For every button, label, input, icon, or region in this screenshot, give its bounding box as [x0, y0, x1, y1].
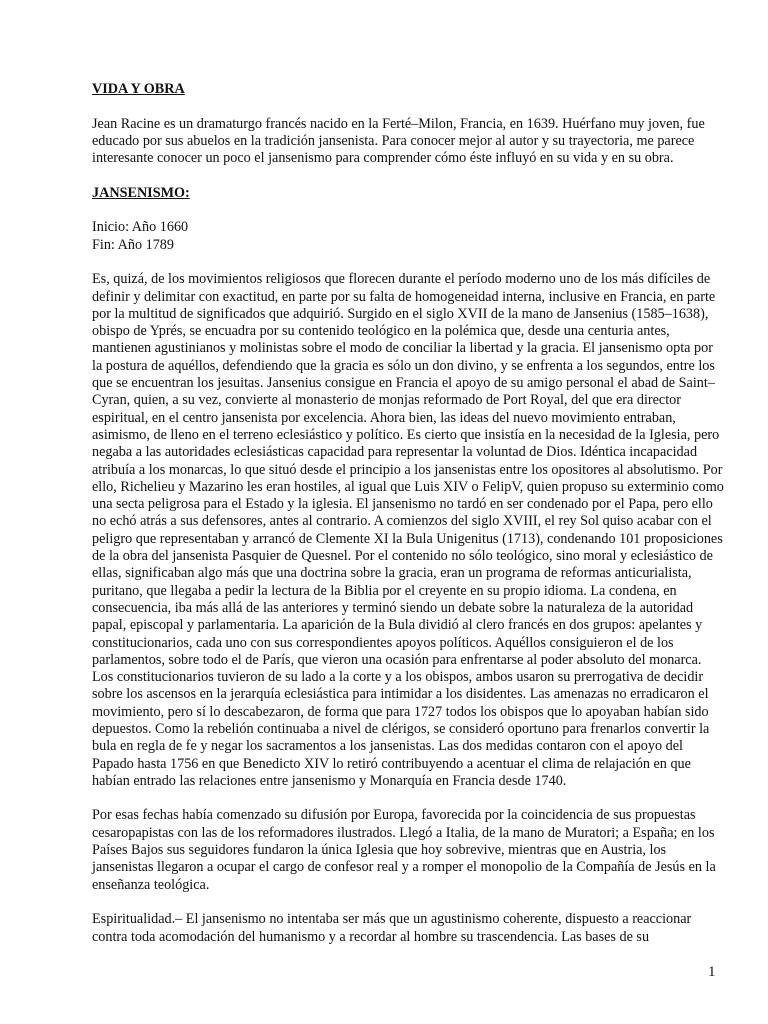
- section-heading-vida-y-obra: VIDA Y OBRA: [92, 81, 185, 97]
- page-number: 1: [708, 964, 716, 980]
- date-start: Inicio: Año 1660: [92, 219, 189, 236]
- paragraph-history: Es, quizá, de los movimientos religiosos que florecen durante el período moderno uno de los más difíciles de definir y delimitar con exactitud, en parte por su falta de homogeneidad interna, inclusive en Francia, en parte por la multitud de significados que adquirió. Surgido en el siglo XVII de la mano de Jansenius (1585–1638), obispo de Yprés, se encuadra por su contenido teológico en la polémica que, desde una centuria antes, mantienen agustinianos y molinistas sobre el modo de conciliar la libertad y la gracia. El jansenismo opta por la postura de aquéllos, defendiendo que la gracia es sólo un don divino, y se enfrenta a los segundos, entre los que se encuentran los jesuitas. Jansenius consigue en Francia el apoyo de su amigo personal el abad de Saint–Cyran, quien, a su vez, convierte al monasterio de monjas reformado de Port Royal, del que era director espiritual, en el centro jansenista por excelencia. Ahora bien, las ideas del nuevo movimiento entraban, asimismo, de lleno en el terreno eclesiástico y político. Es cierto que insistía en la necesidad de la Iglesia, pero negaba a las autoridades eclesiásticas capacidad para representar la voluntad de Dios. Idéntica incapacidad atribuía a los monarcas, lo que situó desde el principio a los jansenistas entre los opositores al absolutismo. Por ello, Richelieu y Mazarino les eran hostiles, al igual que Luis XIV o FelipV, quien propuso su exterminio como una secta peligrosa para el Estado y la iglesia. El jansenismo no tardó en ser condenado por el Papa, pero ello no echó atrás a sus defensores, antes al contrario. A comienzos del siglo XVIII, el rey Sol quiso acabar con el peligro que representaban y arrancó de Clemente XI la Bula Unigenitus (1713), condenando 101 proposiciones de la obra del jansenista Pasquier de Quesnel. Por el contenido no sólo teológico, sino moral y eclesiástico de ellas, significaban algo más que una doctrina sobre la gracia, eran un programa de reformas anticurialista, puritano, que llegaba a pedir la lectura de la Biblia por el creyente en su propio idioma. La condena, en consecuencia, iba más allá de las anteriores y terminó siendo un debate sobre la naturaleza de la autoridad papal, episcopal y parlamentaria. La aparición de la Bula dividió al clero francés en dos grupos: apelantes y constitucionarios, cada uno con sus correspondientes apoyos políticos. Aquéllos consiguieron el de los parlamentos, sobre todo el de París, que vieron una ocasión para enfrentarse al poder absoluto del monarca. Los constitucionarios tuvieron de su lado a la corte y a los obispos, ambos usaron su prerrogativa de decidir sobre los ascensos en la jerarquía eclesiástica para intimidar a los disidentes. Las amenazas no erradicaron el movimiento, pero sí lo descabezaron, de forma que para 1727 todos los obispos que lo apoyaban habían sido depuestos. Como la rebelión continuaba a nivel de clérigos, se consideró oportuno para frenarlos convertir la bula en regla de fe y negar los sacramentos a los jansenistas. Las dos medidas contaron con el apoyo del Papado hasta 1756 en que Benedicto XIV lo retiró contribuyendo a acentuar el clima de relajación en que habían entrado las relaciones entre jansenismo y Monarquía en Francia desde 1740.: [92, 271, 724, 789]
- page-content: [92, 81, 724, 946]
- paragraph-spirituality: Espiritualidad.– El jansenismo no intentaba ser más que un agustinismo coherente, dispuesto a reaccionar contra toda acomodación del humanismo y a recordar al hombre su trascendencia. Las bases de su: [92, 911, 692, 945]
- section-heading-jansenismo: JANSENISMO:: [92, 184, 190, 201]
- paragraph-diffusion: Por esas fechas había comenzado su difusión por Europa, favorecida por la coincidencia de sus propuestas cesaropapistas con las de los reformadores ilustrados. Llegó a Italia, de la mano de Muratori; a España; en los Países Bajos sus seguidores fundaron la única Iglesia que hoy sobrevive, mientras que en Austria, los jansenistas llegaron a ocupar el cargo de confesor real y a romper el monopolio de la Compañía de Jesús en la enseñanza teológica.: [92, 807, 716, 893]
- paragraph-intro: Jean Racine es un dramaturgo francés nacido en la Ferté–Milon, Francia, en 1639. Huérfano muy joven, fue educado por sus abuelos en la tradición jansenista. Para conocer mejor al autor y su trayectoria, me parece interesante conocer un poco el jansenismo para comprender cómo éste influyó en su vida y en su obra.: [92, 115, 705, 167]
- date-end: Fin: Año 1789: [92, 236, 174, 253]
